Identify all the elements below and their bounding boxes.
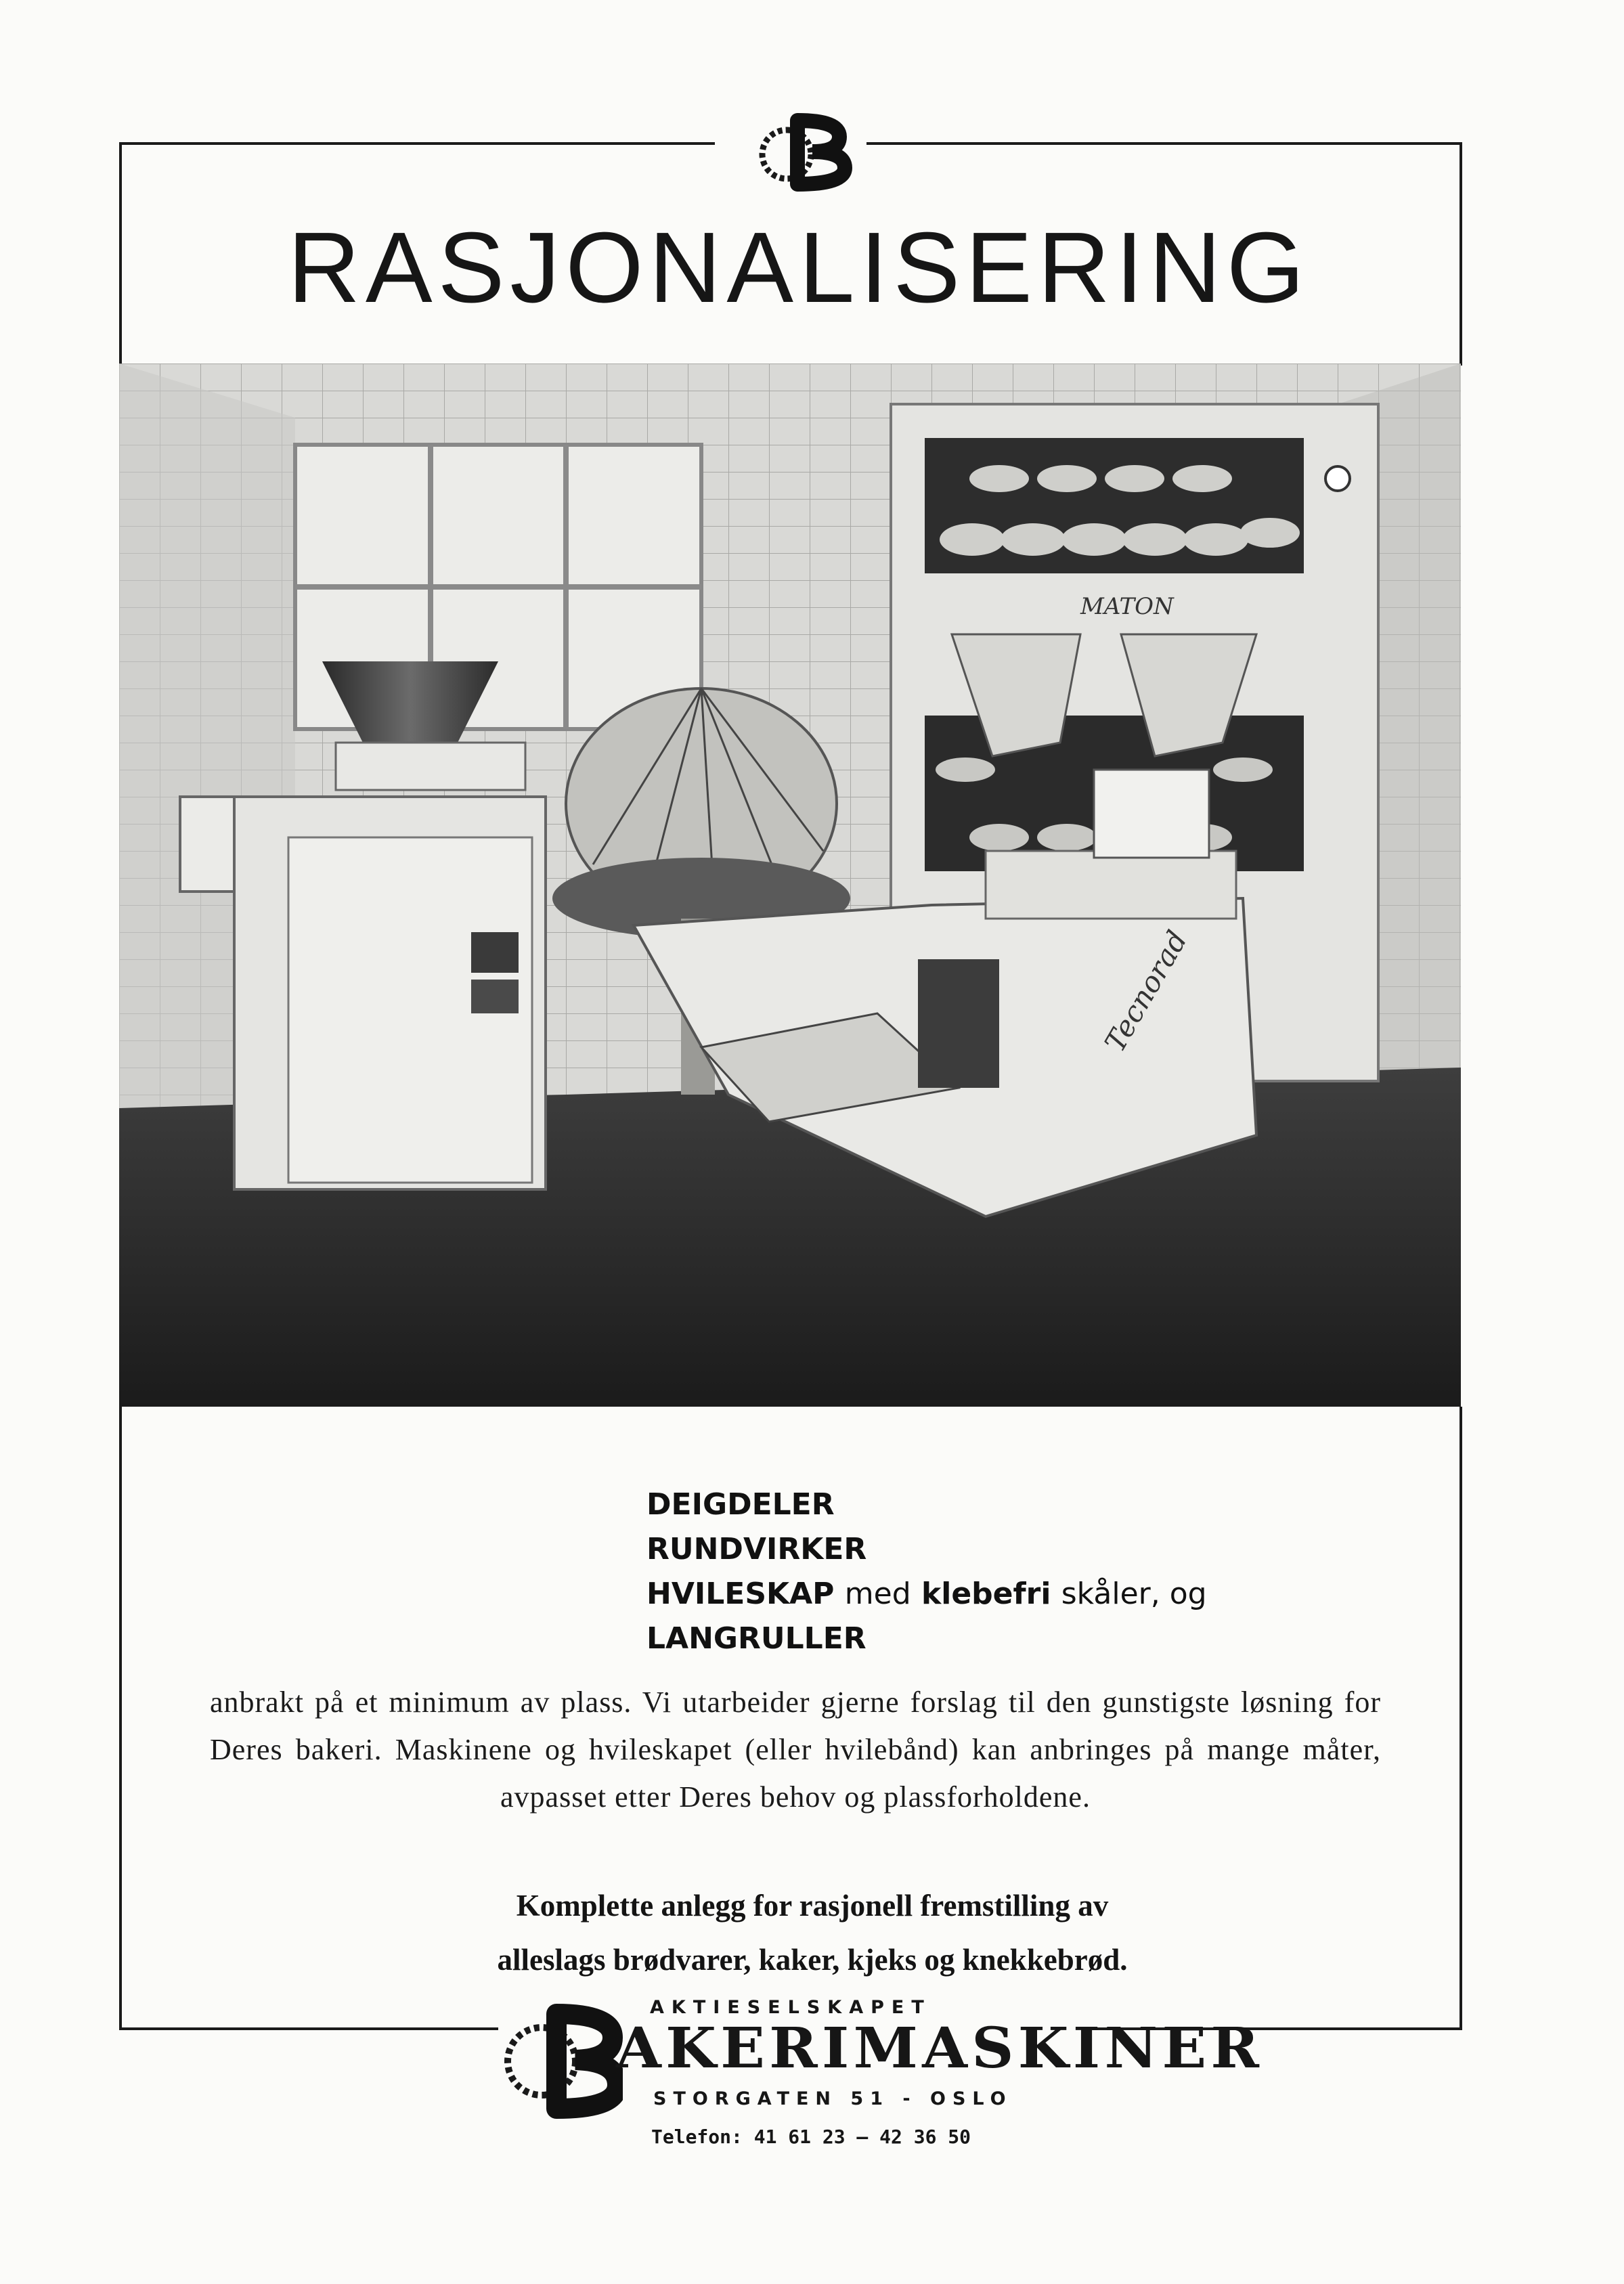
tagline (271, 1879, 1354, 1987)
top-rule-right (866, 142, 1462, 145)
product-med: med (844, 1577, 911, 1611)
product-deigdeler: DEIGDELER (646, 1487, 835, 1522)
bakery-machines-photo (119, 364, 1461, 1407)
frame-left-lower (119, 1407, 122, 2029)
cabinet-brand-label: MATON (1080, 593, 1174, 620)
product-list (646, 1483, 1207, 1661)
company-emblem-logo (745, 108, 860, 196)
product-hvileskap: HVILESKAP (646, 1577, 835, 1611)
company-phone: Telefon: 41 61 23 — 42 36 50 (651, 2126, 971, 2148)
product-langruller: LANGRULLER (646, 1621, 866, 1656)
product-klebefri: klebefri (921, 1577, 1051, 1611)
company-name: AKERIMASKINER (616, 2016, 1264, 2081)
tagline-line-1: Komplette anlegg for rasjonell fremstilling av (516, 1889, 1109, 1923)
body-paragraph: anbrakt på et minimum av plass. Vi utarbeider gjerne forslag til den gunstigste løsning for Deres bakeri. Maskinene og hvileskapet (eller hvilebånd) kan anbringes på mange måter, avpasset etter Deres behov og plassforholdene. (210, 1686, 1381, 1814)
top-rule-left (119, 142, 715, 145)
company-prefix: AKTIESELSKAPET (650, 1997, 931, 2018)
page-title: RASJONALISERING (288, 212, 1310, 324)
moulder-brand-label: Tecnorad (1098, 925, 1194, 1057)
company-brand-b-logo (494, 2000, 623, 2119)
product-hvileskap-line (646, 1572, 1207, 1617)
product-rundvirker: RUNDVIRKER (646, 1532, 867, 1566)
bottom-rule-left (119, 2027, 498, 2030)
frame-right-lower (1460, 1407, 1462, 2029)
tagline-line-2: alleslags brødvarer, kaker, kjeks og knekkebrød. (497, 1943, 1128, 1977)
company-address: STORGATEN 51 - OSLO (653, 2088, 1013, 2109)
product-skaler-og: skåler, og (1061, 1577, 1207, 1611)
